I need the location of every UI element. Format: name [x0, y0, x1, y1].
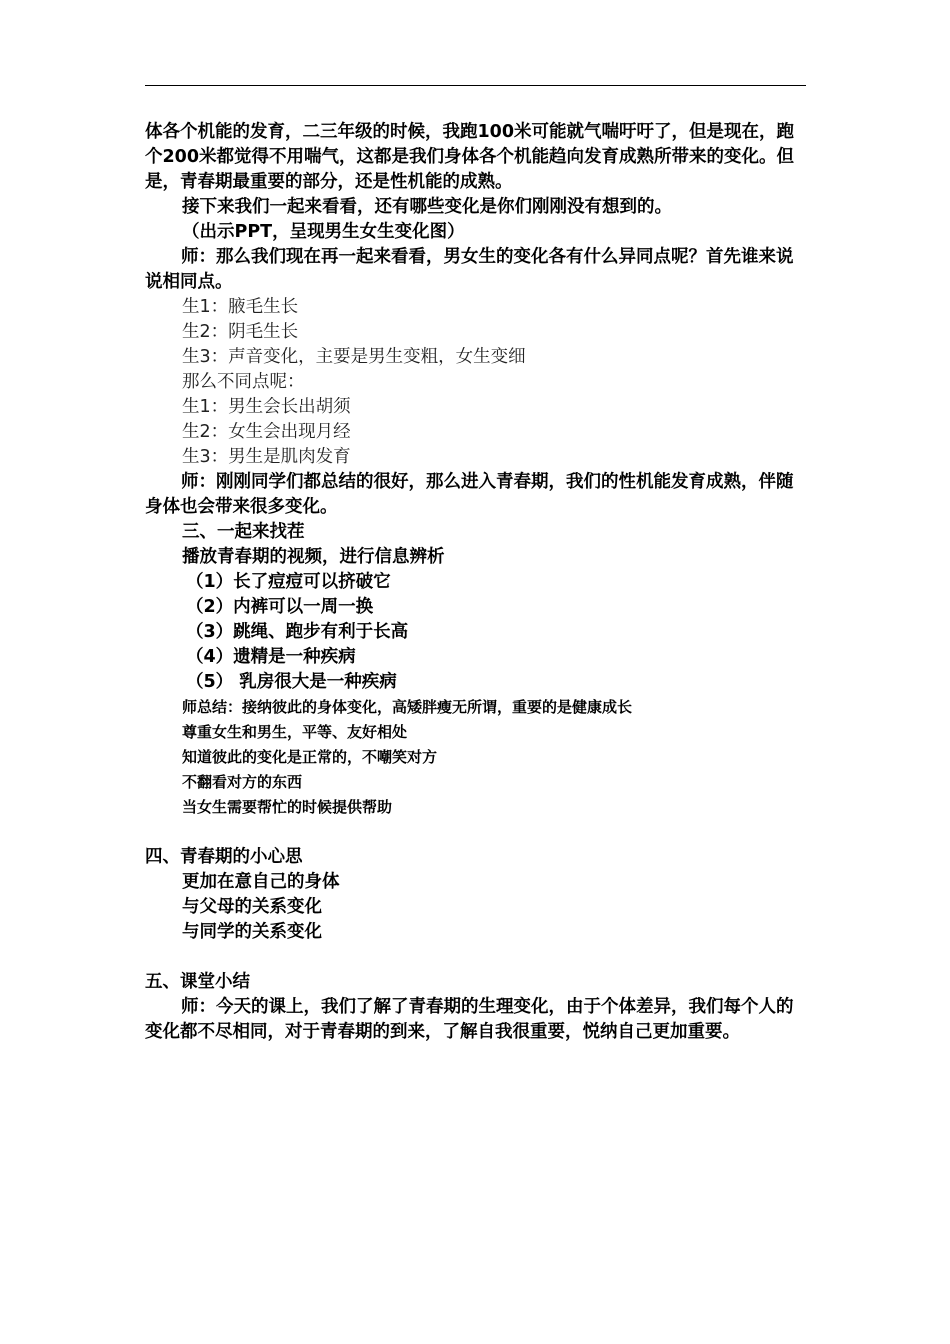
section-4-title: 四、青春期的小心思: [145, 847, 303, 867]
teacher-point: 尊重女生和男生，平等、友好相处: [182, 723, 408, 741]
section-5-title: 五、课堂小结: [145, 972, 250, 992]
header-rule: [145, 85, 806, 86]
diff-question: 那么不同点呢：: [182, 372, 305, 392]
intro-paragraph: 体各个机能的发育，二三年级的时候，我跑100米可能就气喘吁吁了，但是现在，跑个200米都觉得不用喘气，这都是我们身体各个机能趋向发育成熟所带来的变化。但是，青春期最重要的部分，还是性机能的成熟。: [145, 122, 795, 192]
section-3-item: （2）内裤可以一周一换: [186, 597, 374, 617]
teacher-point: 当女生需要帮忙的时候提供帮助: [182, 798, 393, 816]
section-3-item: （3）跳绳、跑步有利于长高: [186, 622, 409, 642]
section-3-item: （5） 乳房很大是一种疾病: [186, 672, 397, 692]
teacher-point: 知道彼此的变化是正常的，不嘲笑对方: [182, 748, 438, 766]
section-4-item: 与同学的关系变化: [182, 922, 322, 942]
document-body: [145, 120, 806, 1045]
teacher-point: 师总结：接纳彼此的身体变化，高矮胖瘦无所谓，重要的是健康成长: [182, 698, 633, 716]
section-3-intro: 播放青春期的视频，进行信息辨析: [182, 547, 445, 567]
ppt-note: （出示PPT，呈现男生女生变化图）: [182, 222, 465, 242]
diff-point: 生2：女生会出现月经: [182, 422, 351, 442]
section-3-item: （1）长了痘痘可以挤破它: [186, 572, 391, 592]
section-3-item: （4）遗精是一种疾病: [186, 647, 356, 667]
same-point: 生1：腋毛生长: [182, 297, 299, 317]
diff-point: 生3：男生是肌肉发育: [182, 447, 351, 467]
teacher-question: 师：那么我们现在再一起来看看，男女生的变化各有什么异同点呢？首先谁来说说相同点。: [145, 247, 794, 292]
section-4-item: 与父母的关系变化: [182, 897, 322, 917]
spacer: [145, 820, 806, 845]
next-line: 接下来我们一起来看看，还有哪些变化是你们刚刚没有想到的。: [182, 197, 672, 217]
section-3-title: 三、一起来找茬: [182, 522, 305, 542]
teacher-summary: 师：刚刚同学们都总结的很好，那么进入青春期，我们的性机能发育成熟，伴随身体也会带来很多变化。: [145, 472, 794, 517]
same-point: 生3：声音变化，主要是男生变粗，女生变细: [182, 347, 526, 367]
spacer: [145, 945, 806, 970]
section-4-item: 更加在意自己的身体: [182, 872, 340, 892]
same-point: 生2：阴毛生长: [182, 322, 299, 342]
teacher-point: 不翻看对方的东西: [182, 773, 303, 791]
diff-point: 生1：男生会长出胡须: [182, 397, 351, 417]
closing-paragraph: 师：今天的课上，我们了解了青春期的生理变化，由于个体差异，我们每个人的变化都不尽相同，对于青春期的到来，了解自我很重要，悦纳自己更加重要。: [145, 997, 794, 1042]
